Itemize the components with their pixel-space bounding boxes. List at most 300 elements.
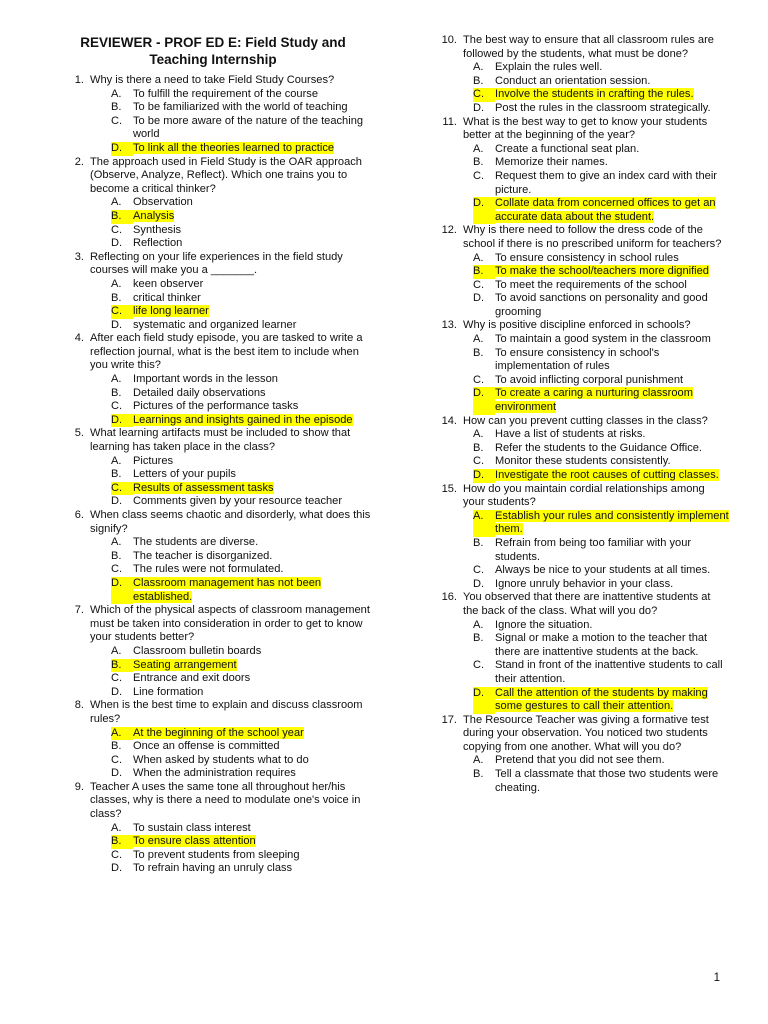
correct-answer-highlight: To link all the theories learned to practice bbox=[133, 141, 335, 154]
option-label: To be more aware of the nature of the teaching world bbox=[133, 114, 364, 141]
option-text bbox=[133, 210, 372, 224]
page-number: 1 bbox=[713, 972, 720, 984]
option-label: Line formation bbox=[133, 685, 204, 698]
option-letter: B. bbox=[111, 549, 122, 562]
option-letter: A. bbox=[111, 196, 122, 209]
option-letter: A. bbox=[473, 428, 484, 441]
answer-option bbox=[473, 347, 729, 374]
question-number: 7. bbox=[74, 604, 84, 617]
option-letter: D. bbox=[111, 318, 123, 331]
option-label: Pictures of the performance tasks bbox=[133, 400, 299, 413]
option-label: To sustain class interest bbox=[133, 821, 251, 834]
question-text: How can you prevent cutting classes in the class? bbox=[463, 414, 708, 427]
question-stem bbox=[54, 781, 372, 822]
option-text bbox=[133, 455, 372, 469]
option-text bbox=[495, 387, 729, 414]
option-label: To avoid inflicting corporal punishment bbox=[495, 373, 684, 386]
option-letter: A. bbox=[111, 373, 122, 386]
question-stem bbox=[427, 116, 729, 143]
option-label: Entrance and exit doors bbox=[133, 672, 251, 685]
option-text bbox=[495, 197, 729, 224]
question-stem bbox=[427, 319, 729, 333]
option-letter: C. bbox=[111, 305, 133, 319]
question-number: 11. bbox=[442, 115, 457, 128]
answer-option bbox=[111, 550, 372, 564]
answer-option bbox=[111, 88, 372, 102]
question-item bbox=[427, 319, 729, 414]
option-text bbox=[495, 143, 729, 157]
answer-option bbox=[111, 822, 372, 836]
question-item bbox=[54, 156, 372, 251]
question-number: 15. bbox=[441, 482, 457, 495]
option-label: To meet the requirements of the school bbox=[495, 278, 687, 291]
question-text: The best way to ensure that all classroom rules are followed by the students, what must be done? bbox=[463, 34, 714, 60]
option-text bbox=[133, 142, 372, 156]
option-text bbox=[495, 265, 729, 279]
option-label: Stand in front of the inattentive students to call their attention. bbox=[495, 659, 723, 685]
answer-option bbox=[111, 563, 372, 577]
answer-option bbox=[111, 767, 372, 781]
correct-answer-highlight: Analysis bbox=[133, 209, 175, 222]
option-letter: C. bbox=[111, 223, 123, 236]
option-text bbox=[495, 578, 729, 592]
option-label: Refrain from being too familiar with your students. bbox=[495, 536, 692, 563]
option-label: Synthesis bbox=[133, 223, 182, 236]
answer-option bbox=[473, 88, 729, 102]
option-text bbox=[133, 387, 372, 401]
answer-option bbox=[473, 659, 729, 686]
answer-option bbox=[111, 672, 372, 686]
option-text bbox=[495, 768, 729, 795]
option-letter: B. bbox=[473, 632, 484, 645]
option-letter: B. bbox=[111, 468, 122, 481]
question-number: 4. bbox=[74, 332, 84, 345]
option-letter: C. bbox=[111, 563, 123, 576]
option-text bbox=[133, 196, 372, 210]
answer-option bbox=[473, 428, 729, 442]
answer-option bbox=[111, 373, 372, 387]
option-label: Tell a classmate that those two students were cheating. bbox=[495, 768, 719, 794]
option-label: To ensure consistency in school's implementation of rules bbox=[495, 346, 660, 373]
question-item bbox=[54, 604, 372, 699]
question-stem bbox=[427, 714, 729, 755]
option-label: Pictures bbox=[133, 454, 174, 467]
answer-option bbox=[111, 754, 372, 768]
question-number: 2. bbox=[74, 155, 84, 168]
option-text bbox=[495, 619, 729, 633]
answer-option bbox=[111, 237, 372, 251]
option-text bbox=[133, 278, 372, 292]
answer-option bbox=[473, 156, 729, 170]
question-stem bbox=[54, 332, 372, 373]
answer-option bbox=[473, 374, 729, 388]
option-letter: C. bbox=[111, 482, 133, 496]
correct-answer-highlight: To make the school/teachers more dignified bbox=[495, 265, 709, 278]
question-item bbox=[427, 714, 729, 796]
left-column bbox=[54, 34, 372, 876]
question-text: What is the best way to get to know your students better at the beginning of the year? bbox=[463, 115, 708, 142]
question-list-left bbox=[54, 74, 372, 876]
option-label: To prevent students from sleeping bbox=[133, 848, 300, 861]
option-letter: B. bbox=[111, 740, 122, 753]
question-text: How do you maintain cordial relationships among your students? bbox=[463, 482, 705, 509]
option-text bbox=[133, 536, 372, 550]
option-label: The teacher is disorganized. bbox=[133, 549, 273, 562]
option-text bbox=[133, 550, 372, 564]
answer-option bbox=[111, 862, 372, 876]
option-letter: A. bbox=[473, 142, 484, 155]
option-text bbox=[133, 237, 372, 251]
option-label: systematic and organized learner bbox=[133, 318, 297, 331]
option-label: Always be nice to your students at all times. bbox=[495, 564, 711, 577]
option-label: keen observer bbox=[133, 277, 204, 290]
question-number: 6. bbox=[74, 509, 84, 521]
answer-option bbox=[111, 659, 372, 673]
question-stem bbox=[54, 509, 372, 536]
answer-option bbox=[111, 482, 372, 496]
option-letter: A. bbox=[473, 510, 495, 537]
option-text bbox=[495, 659, 729, 686]
option-letter: C. bbox=[473, 373, 485, 386]
correct-answer-highlight: Investigate the root causes of cutting classes. bbox=[495, 469, 719, 481]
answer-option bbox=[111, 319, 372, 333]
question-stem bbox=[427, 224, 729, 251]
option-label: Observation bbox=[133, 196, 193, 209]
option-label: The students are diverse. bbox=[133, 536, 259, 549]
option-letter: A. bbox=[111, 536, 122, 549]
answer-option bbox=[111, 727, 372, 741]
answer-option bbox=[473, 564, 729, 578]
question-item bbox=[427, 224, 729, 319]
question-item bbox=[54, 332, 372, 427]
option-letter: C. bbox=[473, 659, 485, 672]
correct-answer-highlight: To ensure class attention bbox=[133, 835, 256, 848]
option-text bbox=[133, 822, 372, 836]
option-letter: D. bbox=[111, 142, 133, 156]
question-text: Why is there a need to take Field Study Courses? bbox=[90, 74, 335, 86]
option-letter: B. bbox=[111, 835, 133, 849]
option-letter: D. bbox=[111, 685, 123, 698]
option-label: To fulfill the requirement of the course bbox=[133, 87, 318, 100]
option-text bbox=[133, 414, 372, 428]
correct-answer-highlight: To create a caring a nurturing classroom environment bbox=[495, 387, 693, 414]
question-number: 3. bbox=[74, 250, 84, 263]
answer-option bbox=[473, 387, 729, 414]
option-letter: B. bbox=[473, 74, 484, 87]
option-label: Important words in the lesson bbox=[133, 373, 278, 386]
answer-option bbox=[111, 495, 372, 509]
question-stem bbox=[54, 699, 372, 726]
question-text: Why is positive discipline enforced in schools? bbox=[463, 319, 691, 332]
option-text bbox=[133, 319, 372, 333]
option-label: To ensure consistency in school rules bbox=[495, 251, 679, 264]
option-letter: C. bbox=[473, 169, 485, 182]
correct-answer-highlight: At the beginning of the school year bbox=[133, 726, 304, 739]
answer-option bbox=[473, 61, 729, 75]
option-letter: A. bbox=[111, 454, 122, 467]
option-label: critical thinker bbox=[133, 291, 201, 304]
answer-option bbox=[473, 768, 729, 795]
option-label: Comments given by your resource teacher bbox=[133, 495, 343, 508]
option-letter: A. bbox=[111, 727, 133, 741]
answer-option bbox=[111, 740, 372, 754]
answer-option bbox=[473, 333, 729, 347]
question-item bbox=[54, 74, 372, 156]
option-text bbox=[133, 305, 372, 319]
option-label: When the administration requires bbox=[133, 767, 296, 780]
option-label: Explain the rules well. bbox=[495, 61, 603, 74]
option-text bbox=[495, 537, 729, 564]
option-label: Detailed daily observations bbox=[133, 386, 266, 399]
option-text bbox=[133, 115, 372, 142]
answer-option bbox=[111, 387, 372, 401]
answer-option bbox=[473, 510, 729, 537]
option-letter: C. bbox=[111, 848, 123, 861]
option-text bbox=[495, 632, 729, 659]
question-list-right bbox=[427, 34, 729, 795]
question-item bbox=[54, 699, 372, 781]
question-item bbox=[54, 251, 372, 333]
question-stem bbox=[54, 604, 372, 645]
option-text bbox=[495, 156, 729, 170]
page-title: REVIEWER - PROF ED E: Field Study and Teaching Internship bbox=[80, 35, 346, 67]
answer-option bbox=[111, 835, 372, 849]
question-number: 17. bbox=[441, 713, 457, 726]
question-stem bbox=[54, 74, 372, 88]
option-text bbox=[133, 563, 372, 577]
option-text bbox=[495, 102, 729, 116]
option-text bbox=[133, 373, 372, 387]
option-label: Request them to give an index card with their picture. bbox=[495, 169, 717, 196]
question-item bbox=[54, 509, 372, 604]
answer-option bbox=[473, 170, 729, 197]
option-text bbox=[133, 224, 372, 238]
option-letter: B. bbox=[111, 659, 133, 673]
option-label: Reflection bbox=[133, 237, 183, 250]
question-item bbox=[427, 415, 729, 483]
option-letter: A. bbox=[111, 87, 122, 100]
question-stem bbox=[54, 156, 372, 197]
question-number: 16. bbox=[441, 591, 457, 604]
question-text: Which of the physical aspects of classroom management must be taken into consideration in order to get to know your students better? bbox=[90, 604, 370, 644]
question-text: After each field study episode, you are tasked to write a reflection journal, what is the best item to include when you write this? bbox=[90, 332, 363, 372]
answer-option bbox=[473, 265, 729, 279]
option-letter: D. bbox=[473, 292, 485, 305]
option-label: Classroom bulletin boards bbox=[133, 644, 262, 657]
option-label: Ignore the situation. bbox=[495, 618, 593, 631]
option-label: Refer the students to the Guidance Office. bbox=[495, 441, 703, 454]
option-letter: A. bbox=[473, 754, 484, 767]
option-label: When asked by students what to do bbox=[133, 753, 309, 766]
answer-option bbox=[473, 197, 729, 224]
question-item bbox=[427, 483, 729, 592]
question-number: 13. bbox=[441, 319, 457, 332]
answer-option bbox=[473, 578, 729, 592]
answer-option bbox=[473, 687, 729, 714]
option-text bbox=[133, 400, 372, 414]
option-letter: B. bbox=[473, 156, 484, 169]
option-label: Pretend that you did not see them. bbox=[495, 754, 665, 767]
option-text bbox=[495, 564, 729, 578]
option-letter: D. bbox=[473, 387, 495, 414]
question-text: When is the best time to explain and discuss classroom rules? bbox=[90, 699, 363, 725]
correct-answer-highlight: Involve the students in crafting the rules. bbox=[495, 88, 694, 101]
option-text bbox=[133, 468, 372, 482]
answer-option bbox=[473, 279, 729, 293]
option-text bbox=[495, 88, 729, 102]
answer-option bbox=[111, 645, 372, 659]
option-letter: C. bbox=[111, 672, 123, 685]
question-text: Teacher A uses the same tone all throughout her/his classes, why is there a need to modulate one's voice in class? bbox=[90, 780, 361, 821]
answer-option bbox=[111, 400, 372, 414]
option-letter: C. bbox=[473, 278, 485, 291]
question-stem bbox=[54, 427, 372, 454]
answer-option bbox=[473, 537, 729, 564]
question-stem bbox=[427, 483, 729, 510]
question-stem bbox=[427, 415, 729, 429]
option-text bbox=[495, 374, 729, 388]
option-text bbox=[495, 469, 729, 483]
answer-option bbox=[473, 754, 729, 768]
option-label: Memorize their names. bbox=[495, 156, 608, 169]
option-letter: D. bbox=[473, 469, 495, 483]
option-letter: D. bbox=[473, 197, 495, 224]
option-letter: A. bbox=[473, 618, 484, 631]
option-letter: C. bbox=[111, 753, 123, 766]
question-text: When class seems chaotic and disorderly, what does this signify? bbox=[90, 509, 371, 535]
option-text bbox=[495, 292, 729, 319]
option-label: Letters of your pupils bbox=[133, 468, 236, 481]
answer-option bbox=[111, 536, 372, 550]
option-text bbox=[495, 510, 729, 537]
answer-option bbox=[111, 577, 372, 604]
option-label: Conduct an orientation session. bbox=[495, 74, 651, 87]
option-text bbox=[133, 482, 372, 496]
answer-option bbox=[473, 632, 729, 659]
question-stem bbox=[427, 34, 729, 61]
option-letter: C. bbox=[473, 455, 485, 468]
question-text: Reflecting on your life experiences in the field study courses will make you a _______. bbox=[90, 250, 343, 277]
option-label: Signal or make a motion to the teacher that there are inattentive students at the back. bbox=[495, 632, 708, 658]
option-label: To avoid sanctions on personality and good grooming bbox=[495, 292, 708, 318]
answer-option bbox=[473, 455, 729, 469]
option-text bbox=[495, 428, 729, 442]
option-letter: B. bbox=[473, 536, 484, 549]
right-column bbox=[427, 34, 729, 795]
option-text bbox=[133, 495, 372, 509]
question-number: 8. bbox=[74, 699, 84, 712]
option-label: Once an offense is committed bbox=[133, 740, 280, 753]
answer-option bbox=[111, 414, 372, 428]
option-text bbox=[133, 672, 372, 686]
option-text bbox=[495, 61, 729, 75]
answer-option bbox=[473, 75, 729, 89]
question-item bbox=[427, 116, 729, 225]
option-letter: A. bbox=[111, 277, 122, 290]
option-text bbox=[133, 645, 372, 659]
question-item bbox=[427, 34, 729, 116]
option-label: Create a functional seat plan. bbox=[495, 142, 640, 155]
option-letter: C. bbox=[473, 564, 485, 577]
answer-option bbox=[473, 252, 729, 266]
question-number: 5. bbox=[74, 427, 84, 440]
option-letter: D. bbox=[473, 577, 485, 590]
option-text bbox=[495, 333, 729, 347]
option-text bbox=[133, 835, 372, 849]
correct-answer-highlight: Learnings and insights gained in the episode bbox=[133, 413, 353, 426]
option-text bbox=[495, 252, 729, 266]
option-text bbox=[133, 740, 372, 754]
answer-option bbox=[111, 686, 372, 700]
answer-option bbox=[473, 442, 729, 456]
answer-option bbox=[111, 115, 372, 142]
option-letter: B. bbox=[111, 291, 122, 304]
question-item bbox=[427, 591, 729, 713]
option-text bbox=[133, 101, 372, 115]
question-number: 10. bbox=[441, 34, 457, 46]
correct-answer-highlight: Collate data from concerned offices to get an accurate data about the student. bbox=[495, 197, 716, 223]
option-letter: A. bbox=[111, 644, 122, 657]
option-label: To refrain having an unruly class bbox=[133, 862, 293, 875]
option-label: Post the rules in the classroom strategically. bbox=[495, 101, 711, 114]
question-stem bbox=[54, 251, 372, 278]
option-letter: C. bbox=[111, 114, 123, 127]
option-text bbox=[495, 75, 729, 89]
option-letter: D. bbox=[111, 767, 123, 780]
option-letter: B. bbox=[111, 101, 122, 114]
option-letter: B. bbox=[473, 346, 484, 359]
option-label: Have a list of students at risks. bbox=[495, 428, 646, 441]
question-number: 12. bbox=[441, 224, 457, 237]
question-stem bbox=[427, 591, 729, 618]
option-letter: D. bbox=[111, 862, 123, 875]
option-text bbox=[133, 754, 372, 768]
option-letter: A. bbox=[111, 821, 122, 834]
correct-answer-highlight: life long learner bbox=[133, 305, 209, 318]
option-label: To be familiarized with the world of teaching bbox=[133, 101, 348, 114]
option-letter: A. bbox=[473, 333, 484, 346]
option-text bbox=[133, 686, 372, 700]
option-text bbox=[133, 767, 372, 781]
question-text: The approach used in Field Study is the OAR approach (Observe, Analyze, Reflect). Which one trains you to become a critical thinker? bbox=[90, 155, 362, 195]
option-label: Monitor these students consistently. bbox=[495, 455, 671, 468]
option-letter: B. bbox=[473, 265, 495, 279]
correct-answer-highlight: Results of assessment tasks bbox=[133, 481, 274, 494]
question-text: The Resource Teacher was giving a formative test during your observation. You noticed two students copying from one another. What will you do? bbox=[463, 713, 709, 753]
option-letter: A. bbox=[473, 251, 484, 264]
answer-option bbox=[111, 455, 372, 469]
answer-option bbox=[473, 292, 729, 319]
answer-option bbox=[111, 142, 372, 156]
option-letter: A. bbox=[473, 61, 484, 74]
option-label: The rules were not formulated. bbox=[133, 563, 284, 576]
answer-option bbox=[111, 468, 372, 482]
question-number: 9. bbox=[74, 780, 84, 793]
option-text bbox=[495, 754, 729, 768]
option-label: Ignore unruly behavior in your class. bbox=[495, 577, 674, 590]
option-letter: C. bbox=[111, 400, 123, 413]
correct-answer-highlight: Classroom management has not been established. bbox=[133, 576, 322, 603]
question-text: You observed that there are inattentive students at the back of the class. What will you do? bbox=[463, 591, 711, 617]
option-letter: B. bbox=[473, 768, 484, 781]
correct-answer-highlight: Seating arrangement bbox=[133, 658, 237, 671]
correct-answer-highlight: Call the attention of the students by making some gestures to call their attention. bbox=[495, 686, 708, 713]
option-text bbox=[495, 687, 729, 714]
answer-option bbox=[111, 849, 372, 863]
answer-option bbox=[111, 292, 372, 306]
answer-option bbox=[473, 102, 729, 116]
correct-answer-highlight: Establish your rules and consistently implement them. bbox=[495, 509, 729, 536]
